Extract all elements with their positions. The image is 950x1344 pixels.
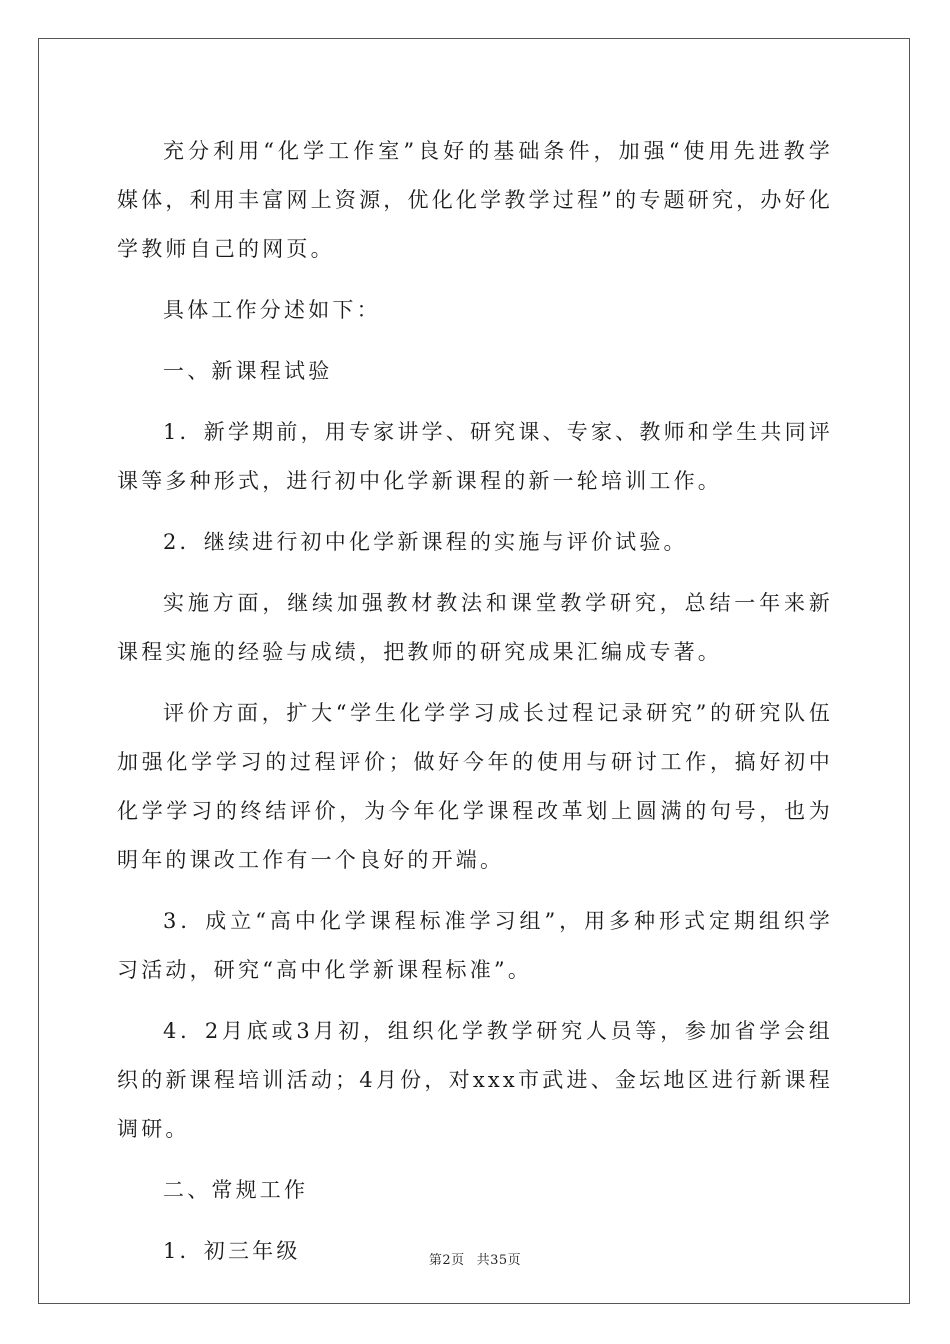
page-footer	[0, 1249, 950, 1268]
section-heading: 一、新课程试验	[163, 359, 333, 383]
list-item: 4．2月底或3月初，组织化学教学研究人员等，参加省学会组织的新课程培训活动；4月份，对xxx市武进、金坛地区进行新课程调研。	[117, 1019, 833, 1141]
section-heading: 二、常规工作	[163, 1178, 309, 1202]
page-number: 第2页	[428, 1253, 465, 1268]
paragraph: 充分利用“化学工作室”良好的基础条件，加强“使用先进教学媒体，利用丰富网上资源，优化化学教学过程”的专题研究，办好化学教师自己的网页。	[117, 139, 833, 261]
paragraph: 实施方面，继续加强教材教法和课堂教学研究，总结一年来新课程实施的经验与成绩，把教师的研究成果汇编成专著。	[117, 591, 833, 664]
document-body	[117, 127, 833, 1288]
list-item: 3．成立“高中化学课程标准学习组”，用多种形式定期组织学习活动，研究“高中化学新课程标准”。	[117, 909, 833, 982]
list-item: 2．继续进行初中化学新课程的实施与评价试验。	[163, 530, 688, 554]
paragraph: 具体工作分述如下：	[163, 298, 381, 322]
list-item: 1．初三年级	[163, 1239, 301, 1263]
page-total: 共35页	[476, 1253, 522, 1268]
paragraph: 评价方面，扩大“学生化学学习成长过程记录研究”的研究队伍加强化学学习的过程评价；做好今年的使用与研讨工作，搞好初中化学学习的终结评价，为今年化学课程改革划上圆满的句号，也为明年的课改工作有一个良好的开端。	[117, 701, 833, 872]
list-item: 1．新学期前，用专家讲学、研究课、专家、教师和学生共同评课等多种形式，进行初中化学新课程的新一轮培训工作。	[117, 420, 833, 493]
